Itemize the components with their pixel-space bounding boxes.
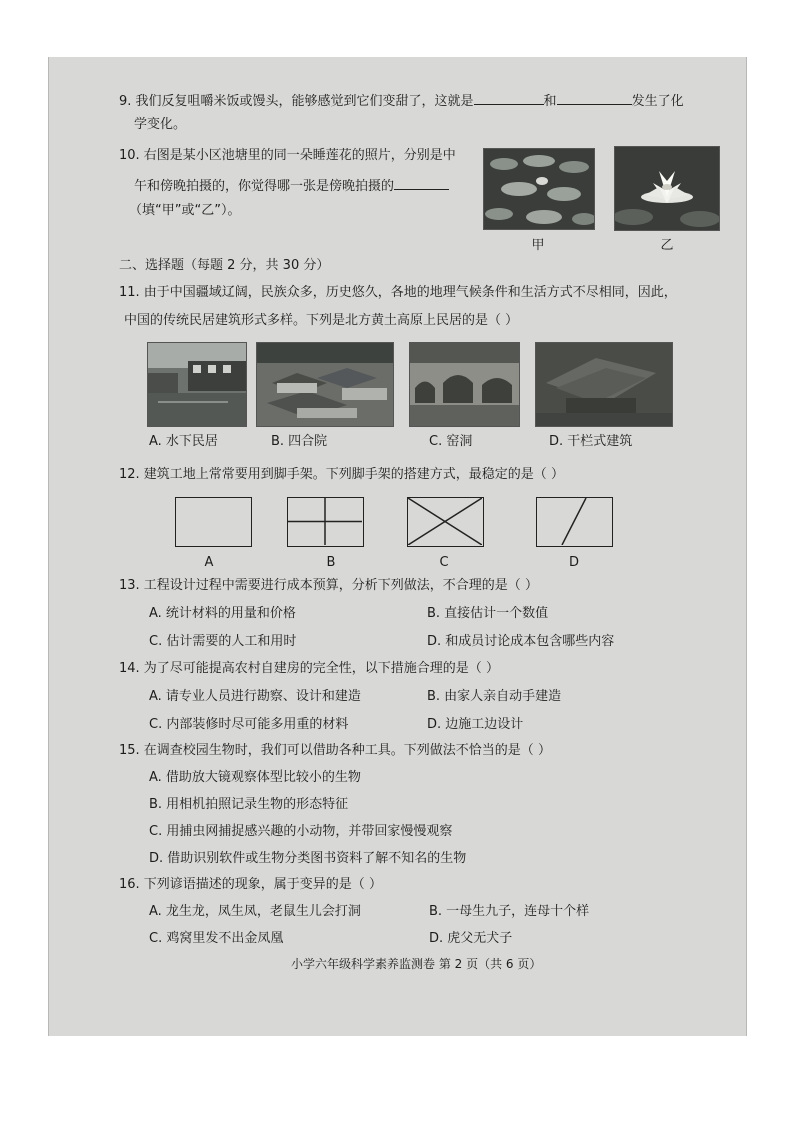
q10-line-1: 10. 右图是某小区池塘里的同一朵睡莲花的照片，分别是中 [119, 148, 456, 163]
scaffold-label-c: C [439, 555, 449, 570]
exam-page [48, 57, 747, 1036]
scaffold-label-a: A [204, 555, 214, 570]
photo-label-yi: 乙 [660, 238, 674, 253]
q10-blank [394, 175, 449, 190]
q15-option-b: B. 用相机拍照记录生物的形态特征 [149, 797, 349, 812]
scaffold-option-d [536, 497, 613, 547]
q16-option-c: C. 鸡窝里发不出金凤凰 [149, 931, 284, 946]
q13-option-a: A. 统计材料的用量和价格 [149, 606, 296, 621]
q9-line-2: 学变化。 [134, 117, 187, 132]
q13-option-c: C. 估计需要的人工和用时 [149, 634, 297, 649]
scaffold-option-a [175, 497, 252, 547]
q14-option-a: A. 请专业人员进行勘察、设计和建造 [149, 689, 361, 704]
q16-line-1: 16. 下列谚语描述的现象，属于变异的是（ ） [119, 877, 382, 892]
q9-blank-1 [474, 90, 544, 105]
water-lily-photo-open [614, 146, 720, 231]
q11-line-2: 中国的传统民居建筑形式多样。下列是北方黄土高原上民居的是（ ） [124, 313, 519, 328]
q10-text: 午和傍晚拍摄的，你觉得哪一张是傍晚拍摄的 [134, 179, 395, 194]
question-9 [119, 90, 684, 111]
q15-option-d: D. 借助识别软件或生物分类图书资料了解不知名的生物 [149, 851, 467, 866]
q9-blank-2 [557, 90, 632, 105]
scaffold-label-b: B [326, 555, 336, 570]
scaffold-option-c [407, 497, 484, 547]
q14-option-c: C. 内部装修时尽可能多用重的材料 [149, 717, 349, 732]
q9-text-1: 9. 我们反复咀嚼米饭或馒头，能够感觉到它们变甜了，这就是 [119, 94, 474, 109]
q13-option-d: D. 和成员讨论成本包含哪些内容 [427, 634, 615, 649]
q12-line-1: 12. 建筑工地上常常要用到脚手架。下列脚手架的搭建方式，最稳定的是（ ） [119, 467, 564, 482]
scaffold-label-d: D [568, 555, 579, 570]
q14-option-b: B. 由家人亲自动手建造 [427, 689, 562, 704]
page-footer: 小学六年级科学素养监测卷 第 2 页（共 6 页） [291, 957, 542, 971]
q11-option-b: B. 四合院 [271, 434, 328, 449]
q11-line-1: 11. 由于中国疆域辽阔，民族众多，历史悠久，各地的地理气候条件和生活方式不尽相同，因此， [119, 285, 677, 300]
q10-line-3: （填“甲”或“乙”）。 [129, 203, 241, 218]
q16-option-b: B. 一母生九子，连母十个样 [429, 904, 590, 919]
q11-option-a: A. 水下民居 [149, 434, 218, 449]
q16-option-d: D. 虎父无犬子 [429, 931, 513, 946]
siheyuan-photo [256, 342, 394, 427]
q14-option-d: D. 边施工边设计 [427, 717, 524, 732]
section-heading-choice: 二、选择题（每题 2 分，共 30 分） [119, 258, 330, 273]
q9-text-2: 和 [543, 94, 557, 109]
photo-label-jia: 甲 [531, 238, 545, 253]
q9-text-3: 发生了化 [631, 94, 684, 109]
q16-option-a: A. 龙生龙，凤生凤，老鼠生儿会打洞 [149, 904, 361, 919]
q15-option-a: A. 借助放大镜观察体型比较小的生物 [149, 770, 361, 785]
water-lily-photo-closed [483, 148, 595, 230]
scaffold-option-b [287, 497, 364, 547]
q15-line-1: 15. 在调查校园生物时，我们可以借助各种工具。下列做法不恰当的是（ ） [119, 743, 551, 758]
q11-option-d: D. 干栏式建筑 [549, 434, 633, 449]
q13-option-b: B. 直接估计一个数值 [427, 606, 549, 621]
q10-line-2 [134, 175, 449, 196]
water-town-photo [147, 342, 247, 427]
cave-dwelling-photo [409, 342, 520, 427]
q11-option-c: C. 窑洞 [429, 434, 473, 449]
q15-option-c: C. 用捕虫网捕捉感兴趣的小动物，并带回家慢慢观察 [149, 824, 453, 839]
q14-line-1: 14. 为了尽可能提高农村自建房的完全性，以下措施合理的是（ ） [119, 661, 499, 676]
q13-line-1: 13. 工程设计过程中需要进行成本预算，分析下列做法，不合理的是（ ） [119, 578, 538, 593]
stilt-house-photo [535, 342, 673, 427]
